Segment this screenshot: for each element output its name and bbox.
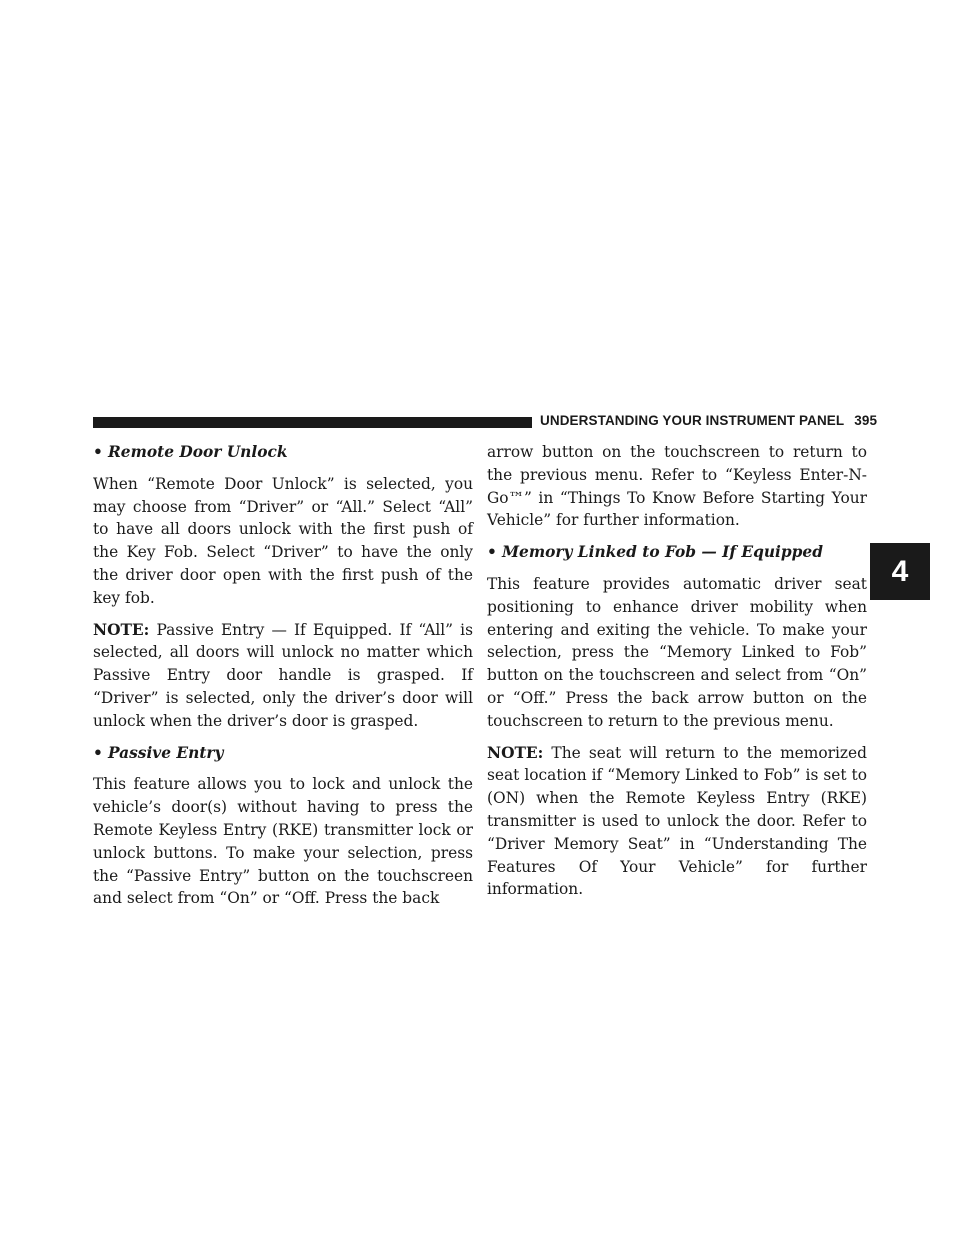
paragraph-passive-entry-cont: arrow button on the touchscreen to return to the previous menu. Refer to “Keyless Enter-N-Go™” in “Things To Know Before Starting Your Vehicle” for further information. — [487, 443, 867, 530]
header-rule — [93, 417, 532, 428]
bullet-label: Passive Entry — [108, 743, 224, 762]
chapter-tab: 4 — [870, 543, 930, 600]
bullet-remote-door-unlock — [93, 441, 473, 464]
bullet-dot-icon: • — [93, 443, 103, 461]
bullet-dot-icon: • — [487, 543, 497, 562]
paragraph-memory-linked-to-fob: This feature provides automatic driver seat positioning to enhance driver mobility when entering and exiting the vehicle. To make your selection, press the “Memory Linked to Fob” button on the touchscreen and select from “On” or “Off.” Press the back arrow button on the touchscreen to return to the previous menu. — [487, 574, 867, 730]
bullet-label: Remote Door Unlock — [108, 443, 288, 461]
paragraph-passive-entry: This feature allows you to lock and unlock the vehicle’s door(s) without having to press the Remote Keyless Entry (RKE) transmitter lock or unlock buttons. To make your selection, press the “Passive Entry” button on the touchscreen and select from “On” or “Off. Press the back — [93, 775, 473, 908]
note-text: Passive Entry — If Equipped. If “All” is selected, all doors will unlock no matter which Passive Entry door handle is grasped. If “Driver” is selected, only the driver’s door will unlock when the driver’s door is grasped. — [93, 620, 473, 730]
bullet-memory-linked-to-fob — [487, 541, 867, 564]
right-column — [487, 441, 867, 910]
running-header — [540, 413, 878, 428]
note-label: NOTE: — [487, 743, 544, 762]
note-memory-seat — [487, 742, 867, 902]
note-passive-entry — [93, 619, 473, 733]
note-label: NOTE: — [93, 620, 150, 639]
note-text: The seat will return to the memorized seat location if “Memory Linked to Fob” is set to (ON) when the Remote Keyless Entry (RKE) transmitter is used to unlock the door. Refer to “Driver Memory Seat” in “Understanding The Features Of Your Vehicle” for further information. — [487, 743, 867, 899]
left-column — [93, 441, 473, 919]
page-number: 395 — [854, 413, 878, 428]
bullet-passive-entry — [93, 742, 473, 765]
paragraph-remote-door-unlock: When “Remote Door Unlock” is selected, you may choose from “Driver” or “All.” Select “All” to have all doors unlock with the first push of the Key Fob. Select “Driver” to have the only the driver door open with the first push of the key fob. — [93, 474, 473, 607]
bullet-label: Memory Linked to Fob — If Equipped — [502, 543, 823, 562]
header-title: UNDERSTANDING YOUR INSTRUMENT PANEL — [540, 413, 845, 428]
bullet-dot-icon: • — [93, 743, 103, 762]
